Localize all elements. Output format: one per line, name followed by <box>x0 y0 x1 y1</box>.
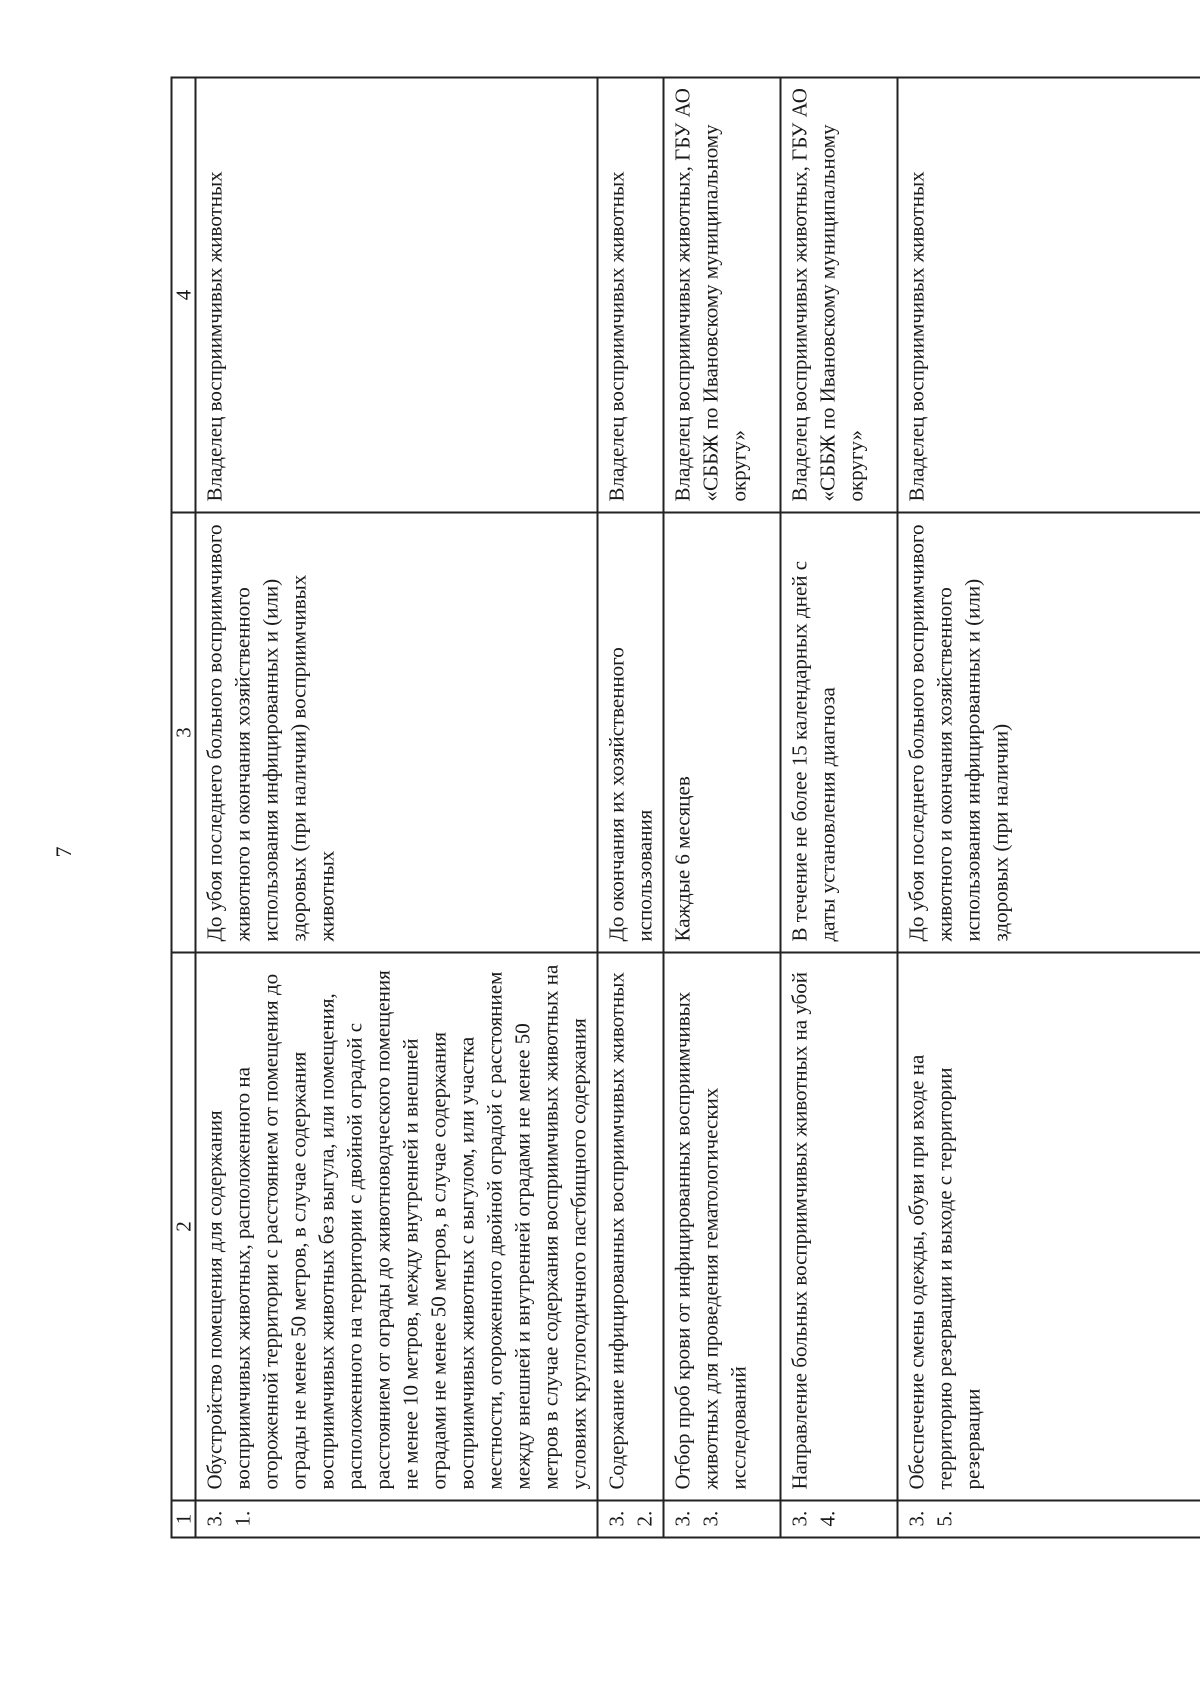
row-measure: Отбор проб крови от инфицированных восприимчивых животных для проведения гематологических исследований <box>663 952 780 1500</box>
row-number: 3.5. <box>897 1500 1200 1537</box>
table-row <box>897 77 1200 1537</box>
row-term: До убоя последнего больного восприимчивого животного и окончания хозяйственного использования инфицированных и (или) здоровых (при наличии) восприимчивых животных <box>195 512 597 952</box>
row-responsible: Владелец восприимчивых животных <box>897 77 1200 512</box>
row-measure: Обустройство помещения для содержания восприимчивых животных, расположенного на огороженной территории с расстоянием от помещения до ограды не менее 50 метров, в случае содержания восприимчивых животных без выгула, или помещения, расположенного на территории с двойной оградой с расстоянием от ограды до животноводческого помещения не менее 10 метров, между внутренней и внешней оградами не менее 50 метров, в случае содержания восприимчивых животных с выгулом, или участка местности, огороженного двойной оградой с расстоянием между внешней и внутренней оградами не менее 50 метров в случае содержания восприимчивых животных на условиях круглогодичного пастбищного содержания <box>195 952 597 1500</box>
page-number: 7 <box>51 846 76 858</box>
row-term: До окончания их хозяйственного использования <box>597 512 663 952</box>
row-responsible: Владелец восприимчивых животных <box>195 77 597 512</box>
row-measure: Обеспечение смены одежды, обуви при входе на территорию резервации и выходе с территории резервации <box>897 952 1200 1500</box>
row-number: 3.4. <box>780 1500 897 1537</box>
measures-table <box>170 76 1200 1538</box>
table-row <box>663 77 780 1537</box>
table-row <box>195 77 597 1537</box>
table-row <box>597 77 663 1537</box>
header-row <box>171 77 195 1537</box>
row-measure: Содержание инфицированных восприимчивых животных <box>597 952 663 1500</box>
row-responsible: Владелец восприимчивых животных, ГБУ АО «СББЖ по Ивановскому муниципальному округу» <box>780 77 897 512</box>
row-measure: Направление больных восприимчивых животных на убой <box>780 952 897 1500</box>
rotated-table-container <box>170 78 1195 1538</box>
row-responsible: Владелец восприимчивых животных, ГБУ АО «СББЖ по Ивановскому муниципальному округу» <box>663 77 780 512</box>
row-number: 3.2. <box>597 1500 663 1537</box>
column-header-number: 1 <box>171 1500 195 1537</box>
row-term: Каждые 6 месяцев <box>663 512 780 952</box>
table-row <box>780 77 897 1537</box>
column-header-responsible: 4 <box>171 77 195 512</box>
row-term: В течение не более 15 календарных дней с даты установления диагноза <box>780 512 897 952</box>
column-header-measure: 2 <box>171 952 195 1500</box>
row-number: 3.1. <box>195 1500 597 1537</box>
row-responsible: Владелец восприимчивых животных <box>597 77 663 512</box>
row-number: 3.3. <box>663 1500 780 1537</box>
row-term: До убоя последнего больного восприимчивого животного и окончания хозяйственного использования инфицированных и (или) здоровых (при наличии) <box>897 512 1200 952</box>
column-header-term: 3 <box>171 512 195 952</box>
